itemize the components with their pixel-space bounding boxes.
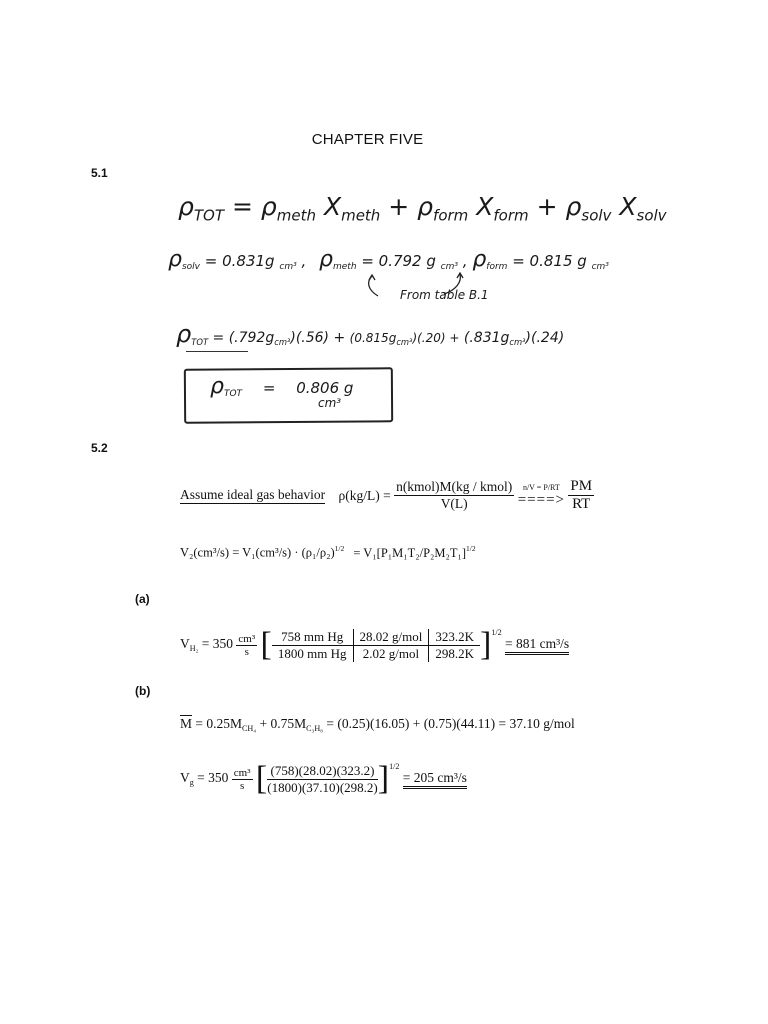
rho-form-sub: form [433, 206, 469, 225]
a-cell: 1800 mm Hg [277, 645, 347, 661]
form-term: (0.815g [349, 331, 397, 345]
a-exp: 1/2 [491, 628, 502, 638]
meth-frac: )(.56) + [290, 330, 346, 346]
v2-rhs-exp: 1/2 [466, 544, 476, 553]
part-b-equation [180, 760, 467, 798]
part-a-equation [180, 626, 569, 664]
eq-sign-3: = [212, 330, 225, 346]
ideal-gas-line [180, 478, 594, 513]
a-unit [236, 633, 257, 658]
rho-solv-sub: solv [581, 206, 612, 225]
a-unit-top: cm³ [238, 632, 256, 645]
x-solv: X [619, 192, 637, 221]
solv-unit: cm³ [279, 262, 297, 273]
arrow-label: n/V = P/RT [522, 482, 560, 492]
rho-solv: ρ [565, 192, 582, 221]
solv-term: (.831g [463, 330, 510, 346]
result-unit: cm³ [318, 396, 342, 410]
rho-tot-2: ρ [176, 320, 192, 348]
a-unit-bot: s [244, 645, 249, 658]
rho-solv-label: ρ [168, 247, 182, 272]
a-eq: = 350 [201, 636, 234, 652]
solv-term-unit: cm³ [509, 336, 526, 347]
rt: RT [572, 496, 591, 512]
rho-def: ρ(kg/L) = [338, 487, 391, 503]
b-fraction [267, 763, 377, 796]
b-result: = 205 cm³/s [403, 770, 467, 789]
v-h2-sub: H₂ [189, 643, 199, 653]
rho-tot-2-sub: TOT [191, 336, 209, 347]
solv-frac: )(.24) [525, 330, 565, 346]
b-numerator: (758)(28.02)(323.2) [267, 763, 377, 780]
pm-rt-fraction [568, 478, 594, 513]
meth-term-unit: cm³ [274, 336, 291, 347]
a-result: = 881 cm³/s [505, 636, 569, 655]
form-value: = 0.815 g [512, 252, 587, 270]
eq-sign: = [231, 192, 253, 221]
meth-value: = 0.792 g [361, 252, 436, 270]
form-term-unit: cm³ [396, 336, 413, 347]
component-densities: $\rho_{solv} = 0.831g$ $_{cm^3}$ , $\rho_{meth} = 0.792$ g $_{cm^3}$ , $\rho_{form} = 0.815$ g $_{cm^3}$ [168, 247, 609, 273]
rho-tot-sub: TOT [193, 206, 225, 225]
b-bracket-right: ] [377, 760, 390, 797]
result-value: 0.806 g [296, 379, 354, 397]
v2-exp: 1/2 [334, 544, 345, 553]
b-plus: + 0.75M [259, 716, 307, 731]
a-cell: 758 mm Hg [272, 629, 353, 646]
meth-term: (.792g [228, 330, 275, 346]
density-denominator: V(L) [440, 496, 468, 511]
a-matrix [272, 629, 480, 662]
a-bracket-left: [ [260, 626, 272, 663]
rho-meth-label: ρ [319, 247, 333, 272]
form-sub: form [486, 262, 508, 273]
v-g-sub: g [189, 777, 194, 787]
rho-meth-sub: meth [276, 206, 316, 225]
a-cell: 2.02 g/mol [353, 645, 429, 662]
arrow-group [518, 483, 565, 509]
form-unit: cm³ [591, 262, 609, 273]
part-b: (b) [135, 684, 151, 698]
assume-text: Assume ideal gas behavior [180, 487, 326, 502]
section-5-1: 5.1 [91, 166, 108, 180]
result-eq: = [262, 379, 276, 397]
meth-unit: cm³ [440, 262, 458, 273]
c3h8-sub: C₃H₈ [306, 723, 323, 733]
x-solv-sub: solv [636, 206, 667, 225]
x-meth-sub: meth [341, 206, 381, 225]
b-unit-top: cm³ [233, 766, 251, 779]
b-unit [232, 767, 253, 792]
b-denominator: (1800)(37.10)(298.2) [267, 779, 378, 795]
rho-tot-result: ρ [210, 374, 224, 399]
a-cell: 323.2K [429, 629, 480, 646]
b-bracket-left: [ [255, 760, 268, 797]
density-calculation [176, 320, 564, 348]
x-form: X [476, 192, 494, 221]
plus-sign: + [388, 192, 410, 221]
v2-lhs: V₂(cm³/s) = V₁(cm³/s) · (ρ₁/ρ₂) [180, 545, 335, 560]
b-exp: 1/2 [389, 762, 400, 772]
density-equation [178, 192, 667, 224]
table-note: From table B.1 [400, 288, 489, 302]
solv-sub: solv [181, 262, 200, 273]
pm: PM [570, 478, 593, 494]
rho-tot-result-sub: TOT [223, 389, 243, 400]
v-g: V [180, 770, 190, 786]
rho-tot: ρ [178, 192, 194, 221]
rho-form-label: ρ [472, 247, 487, 272]
b-unit-bot: s [240, 779, 245, 792]
implies-arrow: ====> [517, 491, 565, 508]
density-fraction [394, 479, 514, 512]
plus-sign-2: + [536, 192, 558, 221]
rho-meth: ρ [260, 192, 277, 221]
b-mbar-rest: = 0.25M [195, 716, 243, 731]
x-meth: X [323, 192, 342, 221]
v-h2: V [180, 636, 190, 652]
v2-rhs: = V₁[P₁M₁T₂/P₂M₂T₁] [353, 545, 467, 560]
page-title: CHAPTER FIVE [311, 131, 424, 148]
flow-ratio-equation [180, 544, 476, 561]
mean-mw-equation [180, 716, 575, 733]
part-a: (a) [135, 592, 150, 606]
a-bracket-right: ] [479, 626, 492, 663]
a-cell: 298.2K [429, 645, 480, 662]
rho-form: ρ [417, 192, 434, 221]
section-5-2: 5.2 [91, 441, 108, 455]
underline [186, 351, 248, 352]
density-numerator: n(kmol)M(kg / kmol) [396, 479, 513, 494]
form-frac: )(.20) + [412, 331, 460, 345]
m-bar: $\overline{M}$ [180, 716, 193, 731]
solv-value: = 0.831g [204, 252, 275, 270]
a-cell: 28.02 g/mol [353, 629, 429, 646]
ch4-sub: CH₄ [242, 723, 257, 733]
x-form-sub: form [493, 206, 529, 225]
b-eq: = 350 [197, 770, 229, 786]
b-rest: = (0.25)(16.05) + (0.75)(44.11) = 37.10 g/mol [326, 716, 575, 731]
meth-sub: meth [332, 262, 357, 273]
